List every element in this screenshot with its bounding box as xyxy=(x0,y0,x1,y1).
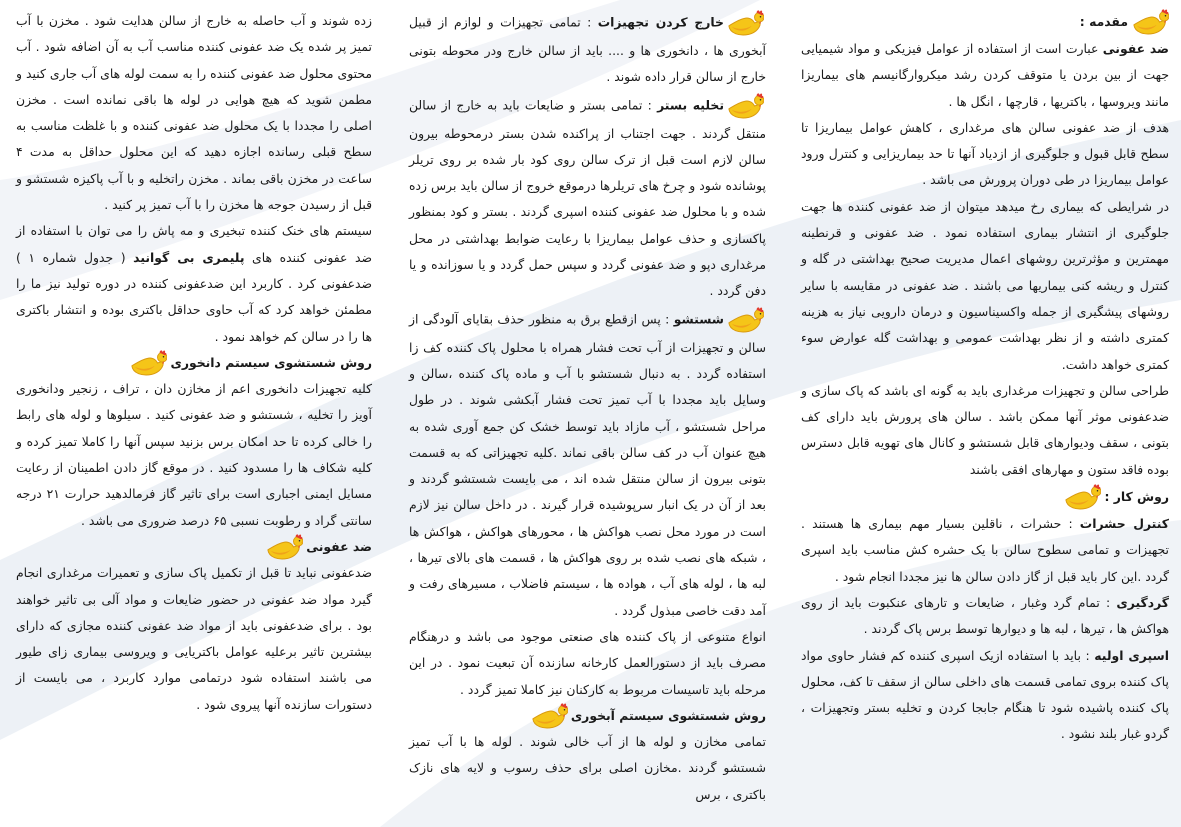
washing-term: شستشو xyxy=(673,311,724,327)
chicken-icon xyxy=(1131,7,1169,37)
cooling-text-a: سیستم های خنک کننده تبخیری و مه پاش را می توان با استفاده از ضد عفونی کننده های xyxy=(16,223,373,265)
washing-text: : پس ازقطع برق به منظور حذف بقایای آلودگی از سالن و تجهیزات از آب تحت فشار همراه با محلول پاک کننده کف زا استفاده گردد . به دنبال شستشو با آب و ماده پاک کننده ،سالن و وسایل باید مجددا با آب تمیز تحت فشار آبکشی شوند . در طول مراحل شستشو ، آب مازاد باید توسط خشک کن جمع آوری شده به هیچ عنوان آب در کف سالن باقی نماند .کلیه تجهیزاتی که به قسمت بتونی بیرون از سالن منتقل شده اند ، می بایست شستشو گردند و بعد از آن در یک انبار سرپوشیده قرار گیرند . در داخل سالن نیز لازم است در مورد محل نصب هواکش ها ، محورهای هواکش ، هواکش ها ، شبکه های نصب شده بر روی هواکش ها ، قسمت های بالای تیرها ، لبه ها ، لوله های آب ، هواده ها ، سیستم فاضلاب ، مسیرهای رفت و آمد دقت خاصی مبذول گردد . xyxy=(409,311,766,618)
litter-removal-paragraph xyxy=(409,91,766,305)
disinfection-title: ضد عفونی xyxy=(306,538,372,554)
chicken-icon xyxy=(726,8,764,38)
method-heading xyxy=(801,483,1169,511)
dusting-text: : تمام گرد وغبار ، ضایعات و تارهای عنکبوت باید از روی هواکش ها ، تیرها ، لبه ها و دیوارها توسط برس پاک گردند . xyxy=(801,594,1169,637)
column-left xyxy=(16,8,372,823)
disinfection-heading xyxy=(16,534,372,560)
column-middle xyxy=(409,8,766,823)
water-system-text: تمامی مخازن و لوله ها از آب خالی شوند . لوله ها با آب تمیز شستشو گردند .مخازن اصلی برای حذف رسوب و لایه های نازک باکتری ، برس xyxy=(409,734,766,802)
chicken-icon xyxy=(726,305,764,335)
remove-equipment-text: : تمامی تجهیزات و لوازم از قبیل آبخوری ها ، دانخوری ها و .... باید از سالن خارج ودر محوطه بتونی خارج از سالن قرار داده شوند . xyxy=(409,14,766,85)
feeder-title: روش شستشوی سیستم دانخوری xyxy=(170,354,372,370)
washing-paragraph-2: انواع متنوعی از پاک کننده های صنعتی موجود می باشد و درهنگام مصرف باید از دستورالعمل کارخانه سازنده آن تبعیت نمود . در این مرحله باید تاسیسات مربوط به کارکنان نیز کاملا تمیز گردد . xyxy=(409,628,766,697)
chicken-icon xyxy=(1063,482,1101,512)
intro-paragraph-3: در شرایطی که بیماری رخ میدهد میتوان از ضد عفونی کننده ها جهت جلوگیری از انتشار بیماری استفاده نمود . ضد عفونی و قرنطینه مهمترین و مؤثرترین روشهای اعمال مدیریت صحیح بهداشتی در گله و کنترل و ریشه کنی بیماریها می باشند . ضد عفونی در مقایسه با سایر روشهای پیشگیری از جمله واکسیناسیون و درمان دارویی نیاز به هزینه کمتری داشته و از نظر بهداشت عمومی و بهداشت گله عوارض سوء کمتری خواهد داشت. xyxy=(801,198,1169,372)
intro-text-1: عبارت است از استفاده از عوامل فیزیکی و مواد شیمیایی جهت از بین بردن یا متوقف کردن رشد میکروارگانیسم های بیماریزا مانند ویروسها ، باکتریها ، قارچها ، انگل ها . xyxy=(801,41,1169,109)
cooling-text-b: ( جدول شماره ۱ ) ضدعفونی کرد . کاربرد این ضدعفونی کننده در دوره تولید نیز ما را مطمئن خواهد کرد که آب حاوی حداقل باکتری بوده و انتشار باکتری ها را در سالن کم خواهد نمود . xyxy=(16,249,372,344)
initial-spray-text: : باید با استفاده ازیک اسپری کننده کم فشار حاوی مواد پاک کننده بروی تمامی قسمت های داخلی سالن از سقف تا کف، محلول پاک کننده پاشیده شود تا هنگام جابجا کردن و تخلیه بستر وتجهیزات ، گردو غبار بلند نشود . xyxy=(801,647,1169,742)
litter-removal-text: : تمامی بستر و ضایعات باید به خارج از سالن منتقل گردند . جهت اجتناب از پراکنده شدن بستر درمحوطه بیرون سالن لازم است قبل از ترک سالن روی کود بار شده بر روی تریلر پوشانده شود و چرخ های تریلرها درموقع خروج از سالن باید برس زده شده و با محلول ضد عفونی کننده اسپری گردند . بستر و کود بمنظور پاکسازی و حذف عوامل بیماریزا با رعایت ضوابط بهداشتی در محل مرغداری دپو و ضد عفونی گردد و سپس حمل گردد و یا سوزانده و یا دفن گردد . xyxy=(409,97,766,299)
litter-removal-term: تخلیه بستر xyxy=(657,97,724,113)
feeder-text: کلیه تجهیزات دانخوری اعم از مخازن دان ، تراف ، زنجیر ودانخوری آویز را تخلیه ، شستشو و ضد عفونی کنید . سیلوها و لوله های رابط را خالی کرده تا حد امکان برس بزنید سپس آنها را کاملا تمیز کرده و کلیه شکاف ها را مسدود کنید . در موقع گاز دادن اطمینان از رعایت مسایل ایمنی اجباری است برای تاثیر گاز فرمالدهید حرارت ۲۱ درجه سانتی گراد و رطوبت نسبی ۶۵ درصد ضروری می باشد . xyxy=(16,381,372,528)
washing-paragraph xyxy=(409,305,766,624)
pest-control-paragraph xyxy=(801,511,1169,590)
intro-heading xyxy=(801,8,1169,36)
chicken-icon xyxy=(129,348,167,378)
initial-spray-term: اسپری اولیه xyxy=(1094,647,1169,663)
water-system-heading xyxy=(409,703,766,729)
feeder-heading xyxy=(16,350,372,376)
chicken-icon xyxy=(265,532,303,562)
disinfection-text: ضدعفونی نباید تا قبل از تکمیل پاک سازی و تعمیرات مرغداری انجام گیرد مواد ضد عفونی در حضور ضایعات و مواد آلی بی تاثیر خواهند بود . برای ضدعفونی باید از مواد ضد عفونی کننده مجازی که دارای بیشترین تاثیر برعلیه عوامل باکتریایی و ویروسی بیماری زای طیور می باشند استفاده شود درتمامی موارد کاربرد ، می بایست از دستورات سازنده آنها پیروی شود . xyxy=(16,565,372,712)
method-title: روش کار : xyxy=(1104,488,1169,504)
water-system-title: روش شستشوی سیستم آبخوری xyxy=(570,707,766,723)
remove-equipment-paragraph xyxy=(409,8,766,91)
column-right xyxy=(801,8,1169,823)
intro-paragraph-1 xyxy=(801,36,1169,115)
intro-paragraph-4: طراحی سالن و تجهیزات مرغداری باید به گونه ای باشد که پاک سازی و ضدعفونی موثر آنها ممکن باشد . سالن های پرورش باید دارای کف بتونی ، سقف ودیوارهای قابل شستشو و کانال های تهویه قابل دسترس بوده فاقد ستون و مهارهای افقی باشند xyxy=(801,382,1169,477)
pest-control-term: کنترل حشرات xyxy=(1079,516,1169,532)
biguanide-term: پلیمری بی گوانید xyxy=(133,249,245,265)
intro-title: مقدمه : xyxy=(1079,13,1128,29)
intro-term: ضد عفونی xyxy=(1102,41,1169,56)
dusting-term: گردگیری xyxy=(1116,594,1169,610)
chicken-icon xyxy=(726,91,764,121)
water-system-continued: زده شوند و آب حاصله به خارج از سالن هدایت شود . مخزن با آب تمیز پر شده یک ضد عفونی کننده مناسب آب به آن اضافه شود . آب محتوی محلول ضد عفونی کننده را به سمت لوله های آب جاری کنید و مطمن شوید که هیچ هوایی در لوله ها باقی نمانده است . مخزن اصلی را مجددا با یک محلول ضد عفونی کننده و با غلظت مناسب به سطح قبلی رسانده اجازه دهید که این محلول حداقل به مدت ۴ ساعت در مخزن باقی بماند . مخزن راتخلیه و با آب پاکیزه شستشو و قبل از رسیدن جوجه ها مخزن را با آب تمیز پر کنید . xyxy=(16,13,372,213)
chicken-icon xyxy=(530,701,568,731)
remove-equipment-term: خارج کردن تجهیزات xyxy=(597,14,724,30)
initial-spray-paragraph xyxy=(801,643,1169,748)
cooling-paragraph xyxy=(16,218,372,349)
dusting-paragraph xyxy=(801,590,1169,643)
pest-control-text: : حشرات ، ناقلین بسیار مهم بیماری ها هستند . تجهیزات و تمامی سطوح سالن با یک حشره کش مناسب باید اسپری گردد .این کار باید قبل از گاز دادن سالن ها نیز مجددا انجام شود . xyxy=(801,516,1169,584)
intro-paragraph-2: هدف از ضد عفونی سالن های مرغداری ، کاهش عوامل بیماریزا تا سطح قابل قبول و جلوگیری از ازدیاد آنها تا حد بیماریزایی و کنترل ورود عوامل بیماریزا در طی دوران پرورش می باشد . xyxy=(801,119,1169,188)
